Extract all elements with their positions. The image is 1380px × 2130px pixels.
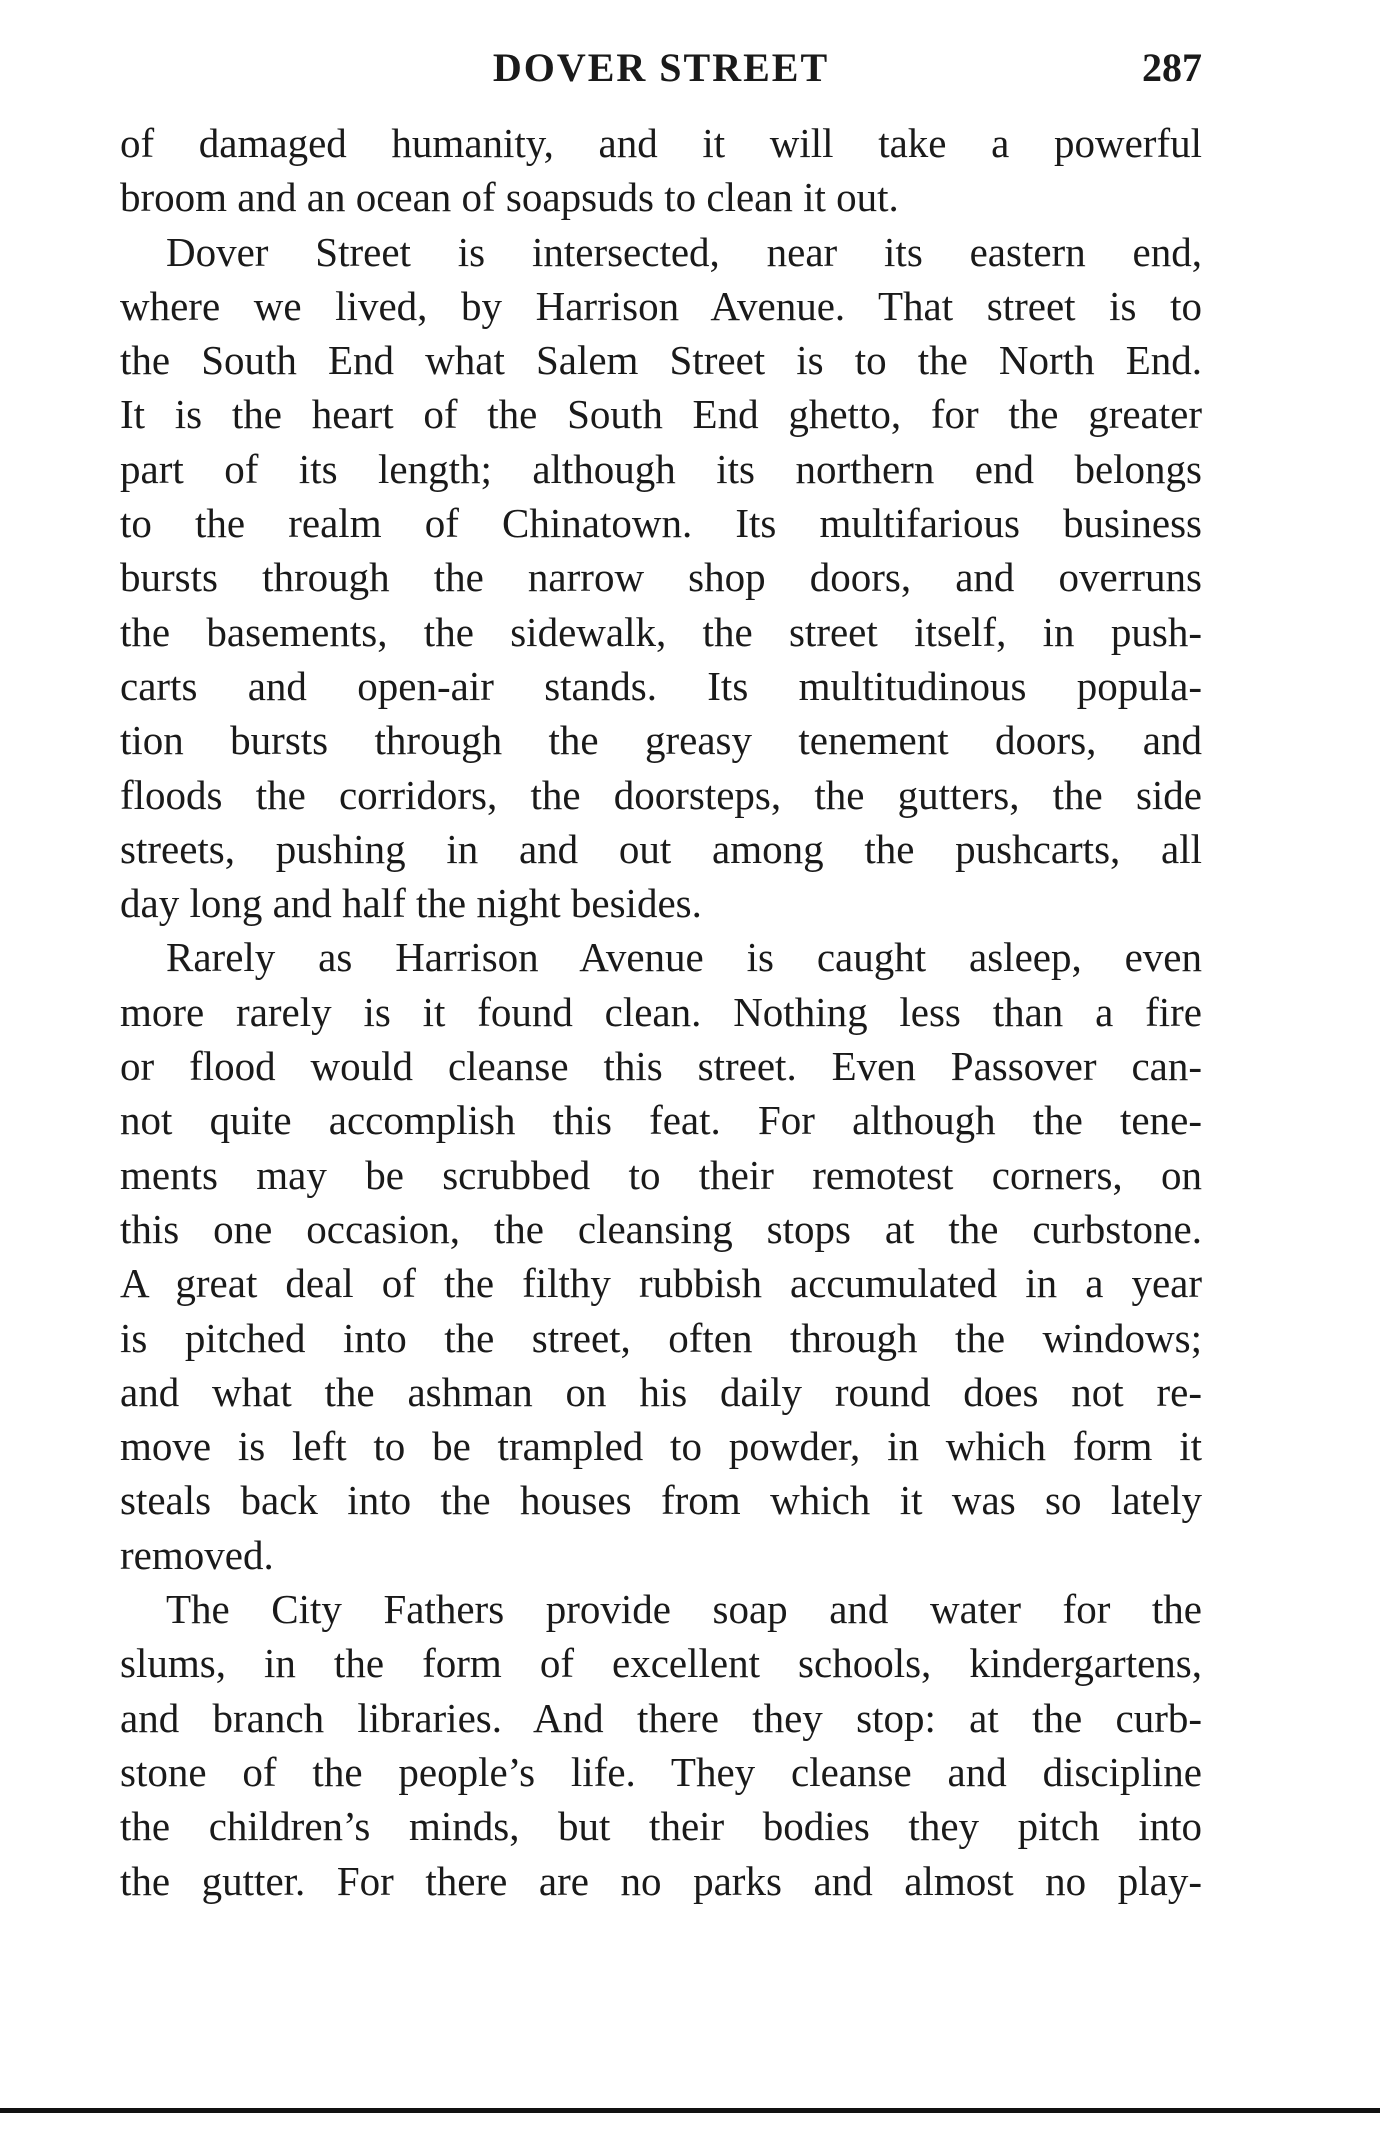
text-line: and what the ashman on his daily round does not re- <box>120 1368 1202 1415</box>
text-line: the children’s minds, but their bodies they pitch into <box>120 1803 1202 1850</box>
text-line: It is the heart of the South End ghetto, for the greater <box>120 391 1202 438</box>
text-line: slums, in the form of excellent schools, kindergartens, <box>120 1640 1202 1687</box>
running-head <box>120 38 1202 98</box>
text-line: more rarely is it found clean. Nothing less than a fire <box>120 988 1202 1035</box>
text-line: where we lived, by Harrison Avenue. That street is to <box>120 282 1202 329</box>
text-line: stone of the people’s life. They cleanse and discipline <box>120 1748 1202 1795</box>
paragraph <box>120 930 1202 1582</box>
text-line: and branch libraries. And there they stop: at the curb- <box>120 1694 1202 1741</box>
text-line: day long and half the night besides. <box>120 880 702 927</box>
text-line: this one occasion, the cleansing stops at the curbstone. <box>120 1205 1202 1252</box>
text-line: not quite accomplish this feat. For although the tene- <box>120 1097 1202 1144</box>
running-title: DOVER STREET <box>492 45 830 90</box>
text-line: floods the corridors, the doorsteps, the gutters, the side <box>120 771 1202 818</box>
text-line: broom and an ocean of soapsuds to clean it out. <box>120 174 899 221</box>
text-line: the South End what Salem Street is to the North End. <box>120 337 1202 384</box>
paragraph <box>120 116 1202 225</box>
text-line: Dover Street is intersected, near its eastern end, <box>166 228 1202 275</box>
text-line: or flood would cleanse this street. Even Passover can- <box>120 1043 1202 1090</box>
text-line: The City Fathers provide soap and water for the <box>166 1586 1202 1633</box>
text-line: is pitched into the street, often through the windows; <box>120 1314 1202 1361</box>
text-line: bursts through the narrow shop doors, and overruns <box>120 554 1202 601</box>
text-line: of damaged humanity, and it will take a powerful <box>120 120 1202 166</box>
text-line: A great deal of the filthy rubbish accumulated in a year <box>120 1260 1202 1307</box>
text-line: part of its length; although its northern end belongs <box>120 445 1202 492</box>
text-line: the basements, the sidewalk, the street itself, in push- <box>120 608 1202 655</box>
bottom-edge-rule <box>0 2108 1380 2113</box>
text-line: removed. <box>120 1531 274 1578</box>
paragraph <box>120 1582 1202 1908</box>
text-line: carts and open-air stands. Its multitudinous popula- <box>120 662 1202 709</box>
text-line: Rarely as Harrison Avenue is caught asleep, even <box>166 934 1202 981</box>
text-line: move is left to be trampled to powder, in which form it <box>120 1423 1202 1470</box>
page-number: 287 <box>1142 45 1202 90</box>
text-line: ments may be scrubbed to their remotest corners, on <box>120 1151 1202 1198</box>
paragraph <box>120 225 1202 931</box>
text-line: to the realm of Chinatown. Its multifarious business <box>120 500 1202 547</box>
body-text <box>120 116 1202 1908</box>
text-line: the gutter. For there are no parks and almost no play- <box>120 1857 1202 1904</box>
text-line: steals back into the houses from which it was so lately <box>120 1477 1202 1524</box>
text-line: streets, pushing in and out among the pushcarts, all <box>120 825 1202 872</box>
text-line: tion bursts through the greasy tenement doors, and <box>120 717 1202 764</box>
